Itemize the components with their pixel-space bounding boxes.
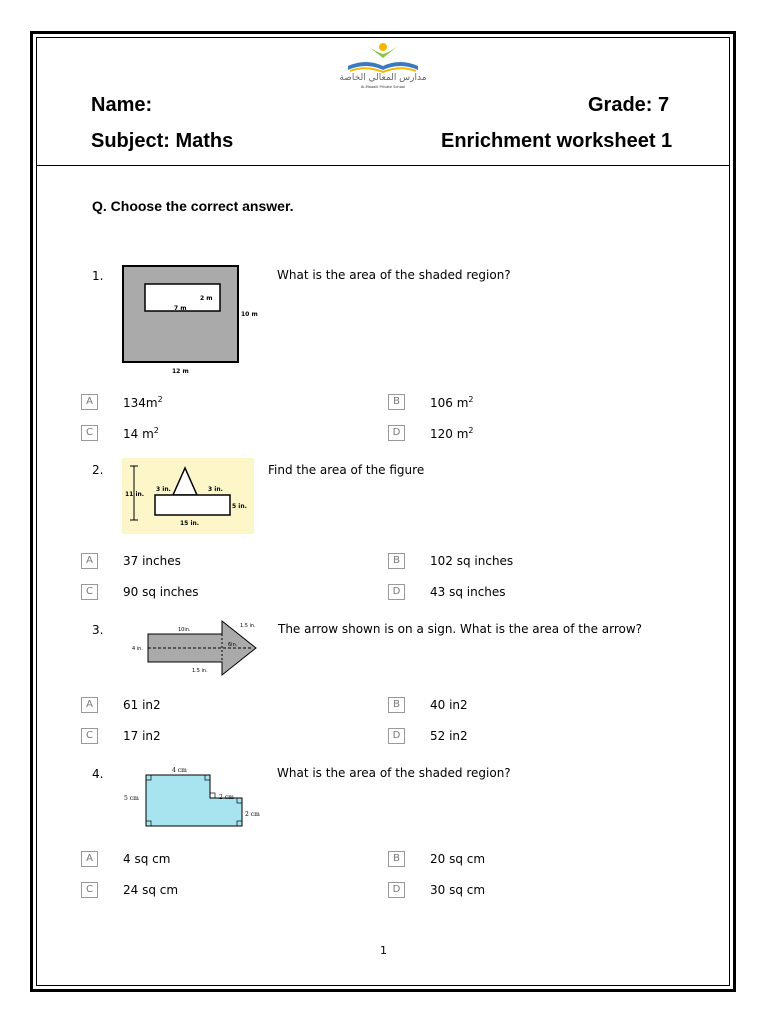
q4-option-a-box[interactable]: A <box>81 851 98 867</box>
q1-inner-width-label: 7 m <box>174 305 187 312</box>
q2-side-right-label: 3 in. <box>208 486 223 493</box>
q4-option-c[interactable]: 24 sq cm <box>123 883 179 897</box>
q1-option-c[interactable]: 14 $m^2$ <box>123 426 159 441</box>
q2-option-d-box[interactable]: D <box>388 584 405 600</box>
q1-option-b[interactable]: 106 $m^2$ <box>430 395 474 410</box>
question-4-figure <box>120 762 265 832</box>
q3-shaft-height-label: 4 in. <box>132 646 143 652</box>
q2-rect-height-label: 5 in. <box>232 503 247 510</box>
q4-left-label: 5 cm <box>124 795 139 802</box>
q4-top-label: 4 cm <box>172 767 187 774</box>
q3-option-a[interactable]: 61 in2 <box>123 698 161 712</box>
worksheet-title: Enrichment worksheet 1 <box>441 130 673 152</box>
q4-option-b[interactable]: 20 sq cm <box>430 852 486 866</box>
q3-head-top-label: 1.5 in. <box>240 623 256 629</box>
question-1-number: 1. <box>92 269 104 283</box>
q4-option-d[interactable]: 30 sq cm <box>430 883 486 897</box>
question-4-number: 4. <box>92 767 104 781</box>
q1-option-a-box[interactable]: A <box>81 394 98 410</box>
q3-option-c-box[interactable]: C <box>81 728 98 744</box>
q3-option-d[interactable]: 52 in2 <box>430 729 468 743</box>
q3-option-c[interactable]: 17 in2 <box>123 729 161 743</box>
q4-option-b-box[interactable]: B <box>388 851 405 867</box>
q2-option-a[interactable]: 37 inches <box>123 554 181 568</box>
q2-side-left-label: 3 in. <box>156 486 171 493</box>
q2-option-b-box[interactable]: B <box>388 553 405 569</box>
q1-option-c-box[interactable]: C <box>81 425 98 441</box>
question-4-text: What is the area of the shaded region? <box>277 766 511 780</box>
q1-inner-height-label: 2 m <box>200 295 213 302</box>
name-label: Name: <box>91 94 153 116</box>
q2-option-a-box[interactable]: A <box>81 553 98 569</box>
question-3-figure <box>130 618 265 680</box>
q3-option-d-box[interactable]: D <box>388 728 405 744</box>
q4-option-c-box[interactable]: C <box>81 882 98 898</box>
q3-option-a-box[interactable]: A <box>81 697 98 713</box>
question-2-text: Find the area of the figure <box>268 463 425 477</box>
school-name-arabic: مدارس المعالي الخاصة <box>339 73 427 83</box>
q4-option-d-box[interactable]: D <box>388 882 405 898</box>
q3-option-b-box[interactable]: B <box>388 697 405 713</box>
q1-option-d[interactable]: 120 $m^2$ <box>430 426 474 441</box>
q4-notch-width-label: 2 cm <box>219 794 234 801</box>
page-number: 1 <box>380 944 387 957</box>
q2-option-c-box[interactable]: C <box>81 584 98 600</box>
q2-option-d[interactable]: 43 sq inches <box>430 585 506 599</box>
q2-rect-width-label: 15 in. <box>180 520 200 527</box>
q3-head-length-label: 6in. <box>228 642 238 648</box>
q3-option-b[interactable]: 40 in2 <box>430 698 468 712</box>
q3-head-bottom-label: 1.5 in. <box>192 668 208 674</box>
q1-option-b-box[interactable]: B <box>388 394 405 410</box>
question-3-text: The arrow shown is on a sign. What is the area of the arrow? <box>278 622 643 636</box>
question-3-number: 3. <box>92 623 104 637</box>
subject-label: Subject: Maths <box>91 130 234 152</box>
q1-option-d-box[interactable]: D <box>388 425 405 441</box>
q4-option-a[interactable]: 4 sq cm <box>123 852 171 866</box>
q1-outer-height-label: 10 m <box>241 311 258 318</box>
q3-shaft-length-label: 10in. <box>178 627 191 633</box>
q2-option-b[interactable]: 102 sq inches <box>430 554 514 568</box>
question-1-text: What is the area of the shaded region? <box>277 268 511 282</box>
q1-option-a[interactable]: $134m^2$ <box>123 395 163 410</box>
question-1-figure <box>122 264 264 378</box>
header-divider <box>36 165 730 166</box>
instruction: Q. Choose the correct answer. <box>92 198 294 214</box>
q1-outer-width-label: 12 m <box>172 368 189 375</box>
school-logo <box>338 40 428 92</box>
question-2-figure <box>122 458 254 534</box>
q2-height-label: 11 in. <box>125 491 145 498</box>
school-name-english: Al-Maaalli Private School <box>360 85 406 89</box>
q4-notch-height-label: 2 cm <box>245 811 260 818</box>
question-2-number: 2. <box>92 463 104 477</box>
grade-label: Grade: 7 <box>588 94 670 116</box>
q2-option-c[interactable]: 90 sq inches <box>123 585 199 599</box>
